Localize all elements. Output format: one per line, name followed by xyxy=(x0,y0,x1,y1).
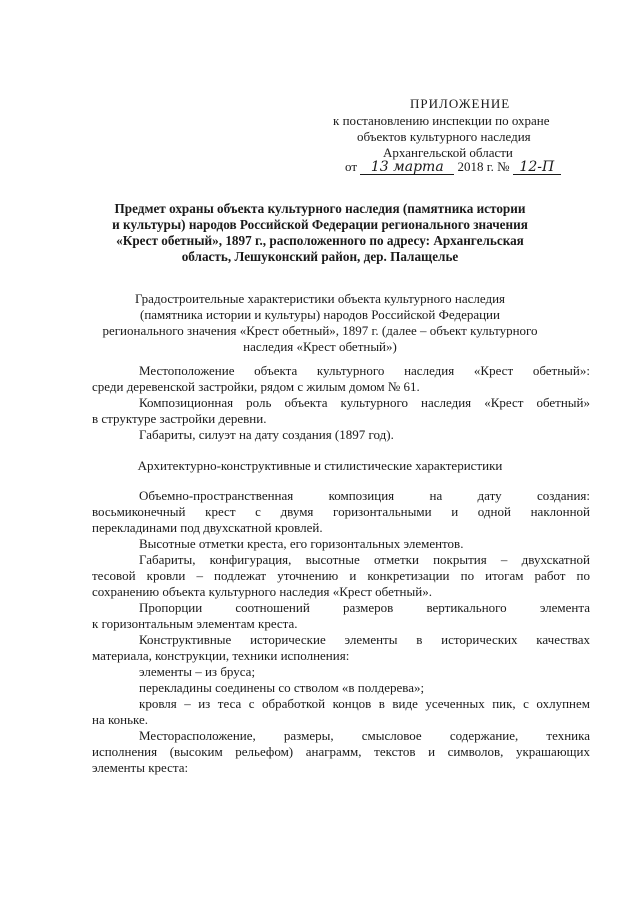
date-year: 2018 г. № xyxy=(457,159,510,174)
paragraph-line: исполнения (высоким рельефом) анаграмм, текстов и символов, украшающих xyxy=(92,744,590,759)
paragraph-line: сохранению объекта культурного наследия «Крест обетный». xyxy=(92,584,432,599)
paragraph-line: к горизонтальным элементам креста. xyxy=(92,616,298,631)
paragraph-line: Габариты, силуэт на дату создания (1897 год). xyxy=(139,427,394,442)
section1-line-3: регионального значения «Крест обетный», 1897 г. (далее – объект культурного xyxy=(102,323,538,338)
architecture-paragraphs xyxy=(92,488,590,776)
paragraph-line: кровля – из теса с обработкой концов в виде усеченных пик, с охлупнем xyxy=(139,696,590,711)
paragraph-line: Высотные отметки креста, его горизонтальных элементов. xyxy=(139,536,464,551)
appendix-line-3: Архангельской области xyxy=(383,145,513,160)
paragraph-line: среди деревенской застройки, рядом с жилым домом № 61. xyxy=(92,379,420,394)
handwritten-number: 12-П xyxy=(513,160,561,175)
paragraph-line: Месторасположение, размеры, смысловое содержание, техника xyxy=(139,728,590,743)
paragraph-line: Габариты, конфигурация, высотные отметки покрытия – двухскатной xyxy=(139,552,590,567)
paragraph-line: восьмиконечный крест с двумя горизонтальными и одной наклонной xyxy=(92,504,590,519)
title-line-1: Предмет охраны объекта культурного наследия (памятника истории xyxy=(114,201,526,216)
section-heading-architecture: Архитектурно-конструктивные и стилистические характеристики xyxy=(137,458,503,473)
paragraph-line: в структуре застройки деревни. xyxy=(92,411,267,426)
paragraph-line: на коньке. xyxy=(92,712,149,727)
section-heading-urban xyxy=(60,291,580,355)
paragraph-line: перекладинами под двухскатной кровлей. xyxy=(92,520,323,535)
paragraph-line: Композиционная роль объекта культурного наследия «Крест обетный» xyxy=(139,395,590,410)
paragraph-line: элементы креста: xyxy=(92,760,189,775)
paragraph-line: тесовой кровли – подлежат уточнению и конкретизации по итогам работ по xyxy=(92,568,590,583)
paragraph-line: Пропорции соотношений размеров вертикального элемента xyxy=(139,600,590,615)
document-title xyxy=(90,201,550,265)
handwritten-date: 13 марта xyxy=(360,160,454,175)
title-line-3: «Крест обетный», 1897 г., расположенного по адресу: Архангельская xyxy=(116,233,524,248)
title-line-2: и культуры) народов Российской Федерации регионального значения xyxy=(112,217,528,232)
appendix-date-line xyxy=(345,159,561,175)
paragraph-line: Местоположение объекта культурного наследия «Крест обетный»: xyxy=(139,363,590,378)
section1-line-4: наследия «Крест обетный») xyxy=(243,339,397,354)
appendix-line-1: к постановлению инспекции по охране xyxy=(333,113,550,128)
section1-line-1: Градостроительные характеристики объекта культурного наследия xyxy=(134,291,506,306)
location-paragraph xyxy=(92,363,590,443)
paragraph-line: перекладины соединены со стволом «в полдерева»; xyxy=(139,680,425,695)
date-prefix: от xyxy=(345,159,358,174)
appendix-line-2: объектов культурного наследия xyxy=(357,129,531,144)
appendix-title: ПРИЛОЖЕНИЕ xyxy=(410,96,511,111)
title-line-4: область, Лешуконский район, дер. Палащелье xyxy=(181,249,459,264)
paragraph-line: Конструктивные исторические элементы в исторических качествах xyxy=(139,632,590,647)
paragraph-line: материала, конструкции, техники исполнения: xyxy=(92,648,350,663)
section1-line-2: (памятника истории и культуры) народов Российской Федерации xyxy=(140,307,500,322)
paragraph-line: Объемно-пространственная композиция на дату создания: xyxy=(139,488,590,503)
paragraph-line: элементы – из бруса; xyxy=(139,664,256,679)
